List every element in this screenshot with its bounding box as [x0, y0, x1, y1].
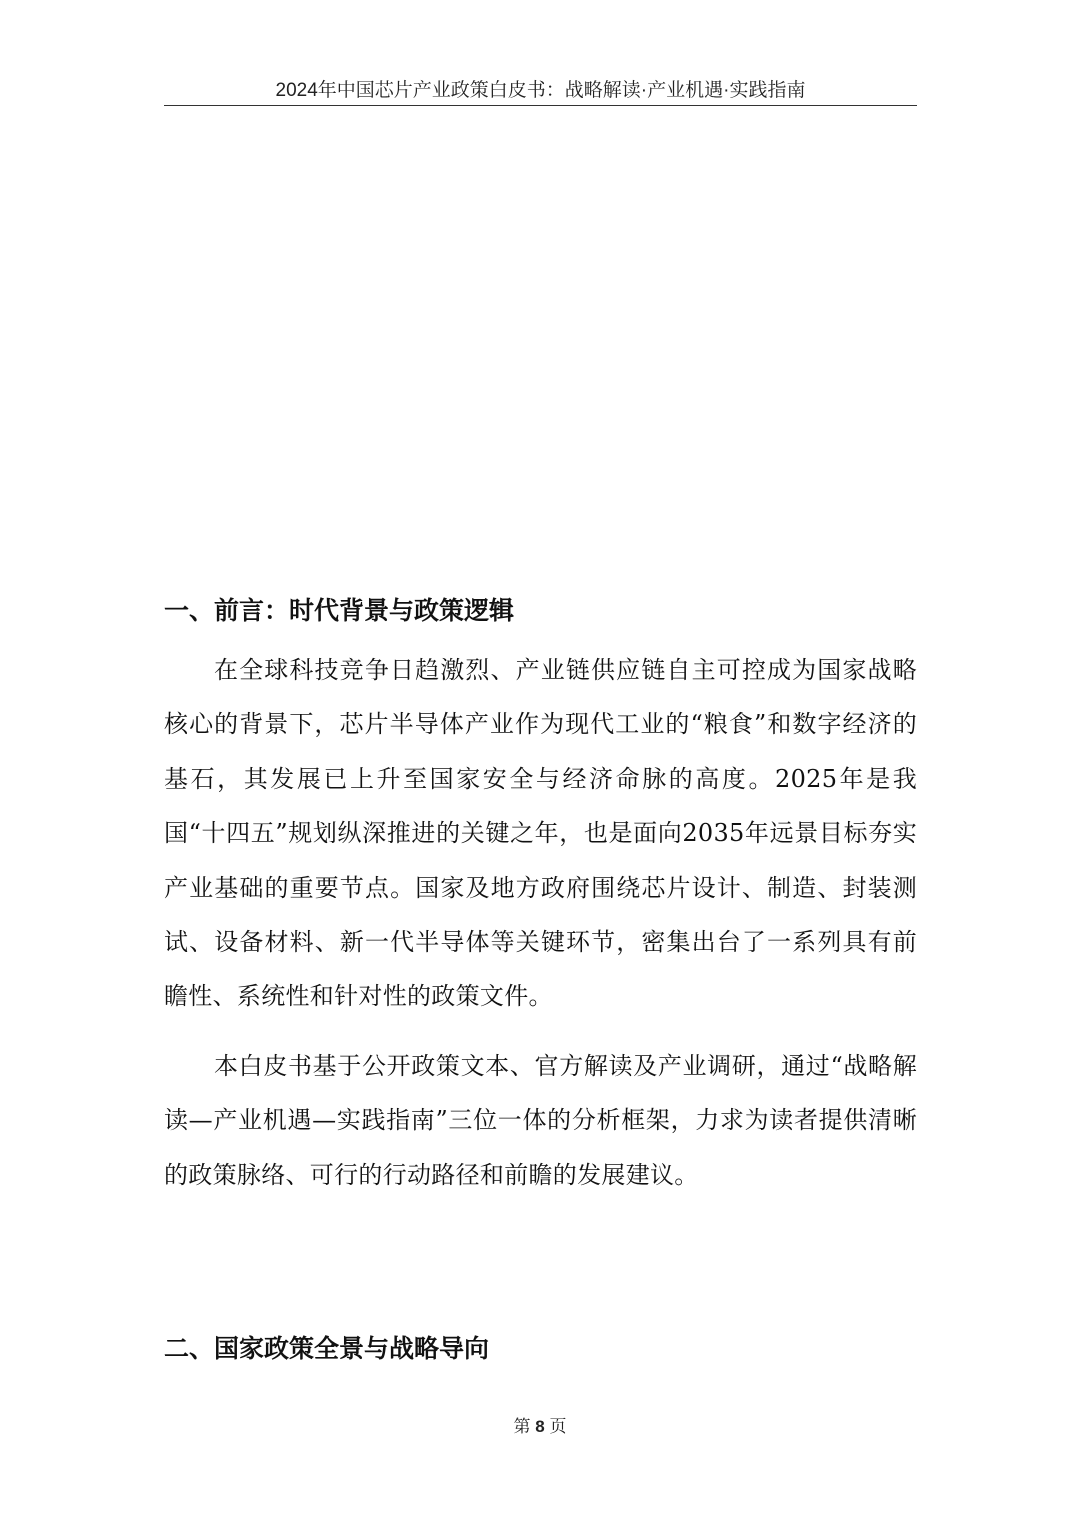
section-heading-national-policy: 二、国家政策全景与战略导向 [164, 1334, 490, 1363]
header-rule [164, 105, 917, 106]
page-number-value: 8 [535, 1417, 545, 1436]
page-number [0, 1415, 1080, 1439]
running-header: 2024年中国芯片产业政策白皮书：战略解读·产业机遇·实践指南 [275, 80, 806, 101]
page-number-suffix: 页 [549, 1417, 567, 1436]
section-heading-preface: 一、前言：时代背景与政策逻辑 [164, 596, 515, 625]
paragraph-framework: 本白皮书基于公开政策文本、官方解读及产业调研，通过“战略解读—产业机遇—实践指南”三位一体的分析框架，力求为读者提供清晰的政策脉络、可行的行动路径和前瞻的发展建议。 [164, 1052, 917, 1189]
page-number-prefix: 第 [513, 1417, 531, 1436]
paragraph-background: 在全球科技竞争日趋激烈、产业链供应链自主可控成为国家战略核心的背景下，芯片半导体产业作为现代工业的“粮食”和数字经济的基石，其发展已上升至国家安全与经济命脉的高度。2025年是我国“十四五”规划纵深推进的关键之年，也是面向2035年远景目标夯实产业基础的重要节点。国家及地方政府围绕芯片设计、制造、封装测试、设备材料、新一代半导体等关键环节，密集出台了一系列具有前瞻性、系统性和针对性的政策文件。 [164, 656, 917, 1011]
